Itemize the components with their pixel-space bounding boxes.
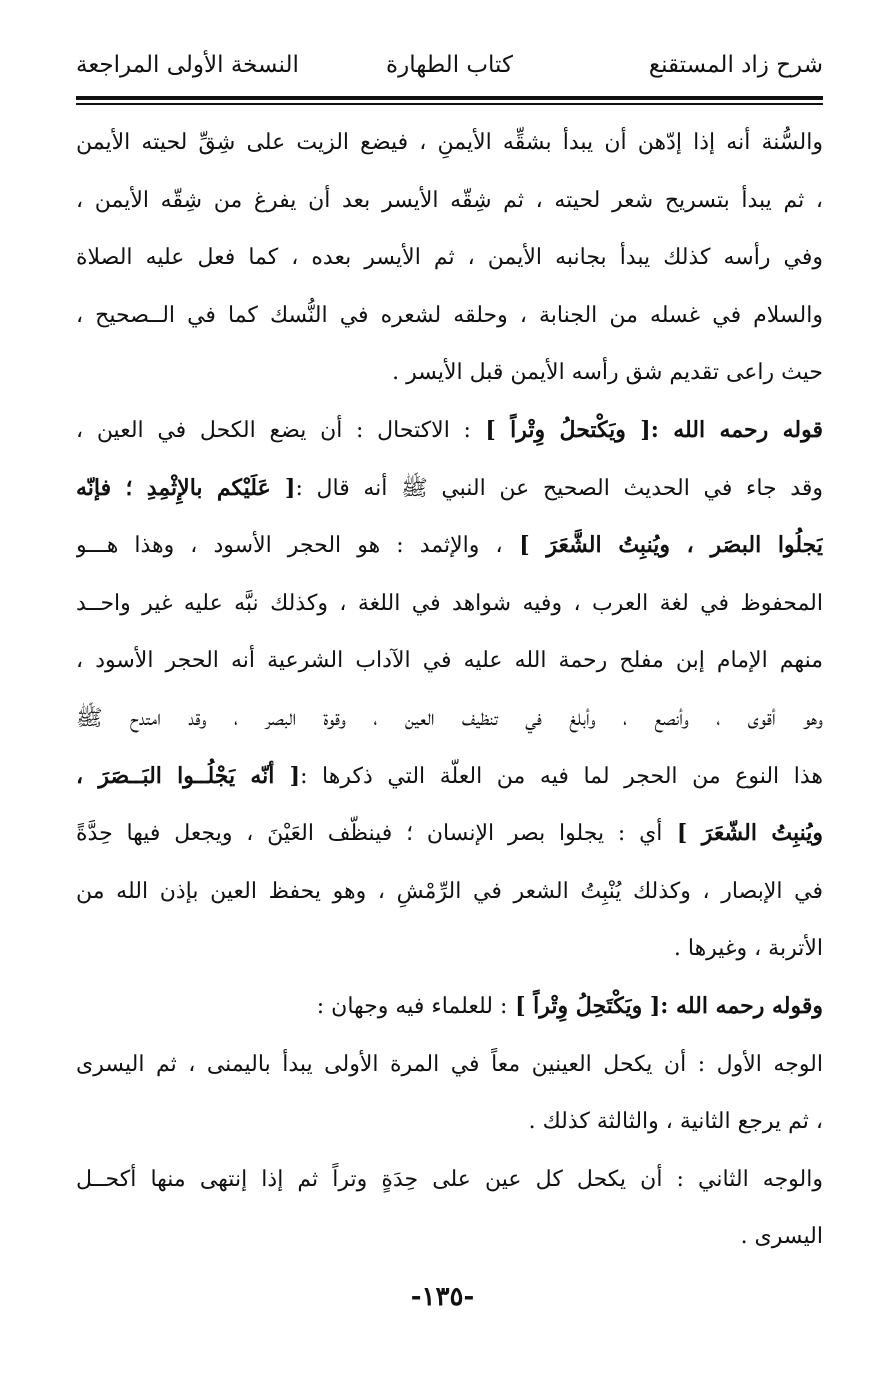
header-book-title: شرح زاد المستقنع (648, 52, 823, 78)
text-run: الوجه الأول : أن يكحل العينين معاً في المرة الأولى يبدأ باليمنى ، ثم اليسرى (76, 1051, 823, 1077)
text-run: وقد جاء في الحديث الصحيح عن النبي ﷺ أنه قال : (295, 475, 823, 501)
text-run: وفي رأسه كذلك يبدأ بجانبه الأيمن ، ثم الأيسر بعده ، كما فعل عليه الصلاة (76, 245, 823, 271)
text-line (76, 402, 823, 460)
text-run: : الاكتحال : أن يضع الكحل في العين ، (76, 417, 471, 443)
text-run: ، ثم يرجع الثانية ، والثالثة كذلك . (528, 1109, 823, 1135)
text-line (76, 287, 823, 345)
text-line (76, 1151, 823, 1209)
text-run: هذا النوع من الحجر لما فيه من العلّة التي ذكرها : (300, 763, 823, 789)
text-run: المحفوظ في لغة العرب ، وفيه شواهد في اللغة ، وكذلك نبَّه عليه غير واحــد (76, 590, 823, 616)
text-line (76, 114, 823, 172)
text-line (76, 229, 823, 287)
header-rule-thin (76, 103, 823, 105)
text-line (76, 172, 823, 230)
text-run: منهم الإمام إبن مفلح رحمة الله عليه في الآداب الشرعية أنه الحجر الأسود ، (76, 648, 823, 674)
text-line (76, 517, 823, 575)
quoted-text: [ أنّه يَجْلُــوا البَــصَرَ ، (76, 762, 301, 789)
text-line (76, 748, 823, 806)
quoted-text: وقوله رحمه الله :[ ويَكْتَحِلُ وِتْراً ] (507, 992, 823, 1019)
header-chapter-title: كتاب الطهارة (386, 52, 513, 78)
quoted-text: [ عَلَيْكم بالإِثْمِدِ ؛ فإنّه (76, 474, 296, 501)
quoted-text: يَجلُوا البصَر ، ويُنبِتُ الشَّعَرَ ] (502, 532, 823, 559)
text-line (76, 632, 823, 690)
text-run: ، والإثمد : هو الحجر الأسود ، وهذا هـــو (76, 533, 503, 559)
text-line (76, 1093, 823, 1151)
quoted-text: ويُنبِتُ الشّعَرَ ] (662, 820, 823, 847)
text-run: : للعلماء فيه وجهان : (316, 993, 508, 1019)
text-line (76, 863, 823, 921)
text-run: حيث راعى تقديم شق رأسه الأيمن قبل الأيسر . (392, 360, 823, 386)
quoted-text: قوله رحمه الله :[ ويَكْتحلُ وِتْراً ] (470, 416, 823, 443)
text-run: في الإبصار ، وكذلك يُنْبِتُ الشعر في الرِّمْشِ ، وهو يحفظ العين بإذن الله من (76, 878, 823, 904)
text-line (76, 344, 823, 402)
text-line (76, 1036, 823, 1094)
page-number: -١٣٥- (410, 1282, 475, 1312)
text-run: ، ثم يبدأ بتسريح شعر لحيته ، ثم شِقّه الأيسر بعد أن يفرغ من شِقّه الأيمن ، (76, 187, 823, 213)
text-line (76, 978, 823, 1036)
text-line (76, 1208, 823, 1266)
body-text (76, 114, 823, 1266)
text-line (76, 690, 823, 748)
text-run: اليسرى . (740, 1224, 823, 1250)
text-run: الأتربة ، وغيرها . (673, 936, 823, 962)
text-line (76, 460, 823, 518)
header-edition-note: النسخة الأولى المراجعة (76, 52, 299, 78)
text-run: والسُّنة أنه إذا إدّهن أن يبدأ بشقِّه الأيمنِ ، فيضع الزيت على شِقِّ لحيته الأيمن (76, 130, 823, 155)
text-run: والسلام في غسله من الجنابة ، وحلقه لشعره في النُّسك كما في الــصحيح ، (76, 302, 823, 328)
text-run: أي : يجلوا بصر الإنسان ؛ فينظّف العَيْنَ ، ويجعل فيها حِدَّةً (76, 821, 663, 847)
text-run: والوجه الثاني : أن يكحل كل عين على حِدَةٍ وتراً ثم إذا إنتهى منها أكحــل (76, 1166, 823, 1192)
running-header (76, 52, 823, 92)
text-line (76, 575, 823, 633)
text-line (76, 920, 823, 978)
text-run: وهو أقوى ، وأنصع ، وأبلغ في تنظيف العين ، وقوة البصر ، وقد امتدح ﷺ (76, 705, 823, 731)
text-line (76, 805, 823, 863)
header-rule-thick (76, 96, 823, 100)
